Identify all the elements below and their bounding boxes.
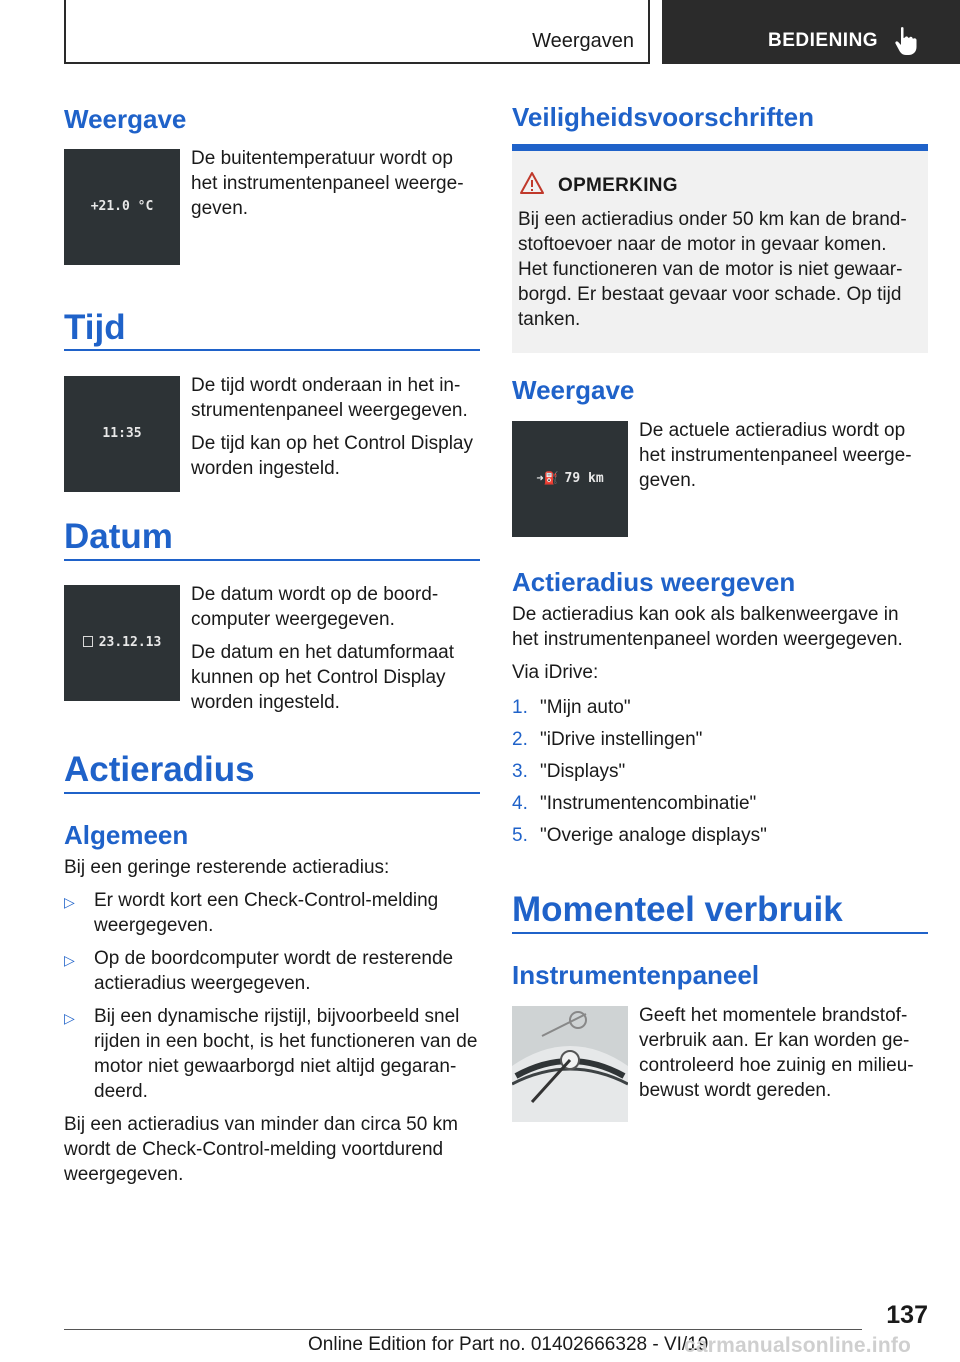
header-chapter-box bbox=[662, 0, 960, 64]
heading-rule bbox=[512, 144, 928, 151]
section-weergave bbox=[64, 104, 480, 135]
list-item: ▷ Bij een dynamische rijstijl, bijvoorbeeld snel rijden in een bocht, is het functioneren van de motor niet gewaarborgd niet altijd gegarandeerd. bbox=[64, 1006, 478, 1102]
list-item: ▷ Er wordt kort een Check-Control-melding weergegeven. bbox=[64, 890, 439, 936]
section-heading: Tijd bbox=[64, 308, 126, 347]
section-weergave-right bbox=[512, 375, 928, 406]
list-item: 4. "Instrumentencombinatie" bbox=[512, 793, 757, 814]
paragraph: De actuele actieradius wordt op het instrumentenpaneel weergegeven. bbox=[639, 420, 912, 491]
display-image-time bbox=[64, 376, 180, 492]
section-text bbox=[639, 418, 929, 493]
display-image-text: 11:35 bbox=[102, 426, 142, 441]
paragraph: De tijd kan op het Control Display worden ingesteld. bbox=[191, 433, 473, 479]
display-image-range bbox=[512, 421, 628, 537]
header-section-title: Weergaven bbox=[532, 30, 634, 52]
date-value: 23.12.13 bbox=[98, 635, 162, 650]
section-text bbox=[191, 582, 481, 715]
section-heading: Momenteel verbruik bbox=[512, 890, 843, 929]
fuel-range-icon: ➜⛽ bbox=[536, 471, 559, 485]
section-text bbox=[191, 373, 481, 481]
header-section-box bbox=[64, 0, 650, 64]
footer-edition: Online Edition for Part no. 01402666328 - VI/19 bbox=[308, 1334, 709, 1355]
subsection-heading: Algemeen bbox=[64, 820, 189, 850]
section-text bbox=[191, 146, 481, 221]
footer-watermark: carmanualsonline.info bbox=[684, 1334, 912, 1357]
paragraph: De actieradius kan ook als balkenweergave in het instrumentenpaneel worden weergegeven. bbox=[512, 604, 903, 650]
numbered-list bbox=[512, 695, 928, 848]
paragraph: De buitentemperatuur wordt op het instrumentenpaneel weergegeven. bbox=[191, 148, 464, 219]
notice-title: OPMERKING bbox=[558, 175, 678, 196]
display-image-date bbox=[64, 585, 180, 701]
paragraph: Bij een actieradius van minder dan circa 50 km wordt de Check-Control-melding voortdurend weergegeven. bbox=[64, 1114, 458, 1185]
list-item: 3. "Displays" bbox=[512, 761, 626, 782]
paragraph: De datum wordt op de boordcomputer weergegeven. bbox=[191, 584, 439, 630]
section-datum bbox=[64, 517, 480, 557]
subsection-algemeen bbox=[64, 820, 480, 1187]
notice-text: Bij een actieradius onder 50 km kan de brandstoftoevoer naar de motor in gevaar komen. Het functioneren van de motor is niet gewaarborgd. Er bestaat gevaar voor schade. Op tijd tanken. bbox=[518, 209, 907, 330]
range-value: 79 km bbox=[564, 471, 604, 486]
list-item: 2. "iDrive instellingen" bbox=[512, 729, 703, 750]
section-tijd bbox=[64, 308, 480, 348]
page-number: 137 bbox=[886, 1301, 928, 1329]
triangle-bullet-icon: ▷ bbox=[64, 952, 75, 968]
section-heading: Weergave bbox=[512, 375, 635, 405]
paragraph: De tijd wordt onderaan in het instrumentenpaneel weergegeven. bbox=[191, 375, 468, 421]
section-veiligheid bbox=[512, 102, 928, 133]
paragraph: De datum en het datumformaat kunnen op het Control Display worden ingesteld. bbox=[191, 642, 454, 713]
triangle-bullet-icon: ▷ bbox=[64, 1010, 75, 1026]
paragraph: Via iDrive: bbox=[512, 662, 599, 683]
consumption-gauge-icon bbox=[512, 1006, 628, 1122]
heading-rule bbox=[512, 932, 928, 934]
pointing-hand-icon bbox=[894, 26, 918, 56]
footer-rule bbox=[64, 1329, 862, 1330]
heading-rule bbox=[64, 559, 480, 561]
section-text bbox=[639, 1003, 929, 1103]
bullet-list bbox=[64, 888, 480, 1104]
section-heading: Datum bbox=[64, 517, 173, 556]
section-heading: Weergave bbox=[64, 104, 187, 134]
section-verbruik bbox=[512, 890, 928, 930]
display-image-text bbox=[512, 471, 628, 486]
section-actieradius-weergeven bbox=[512, 567, 928, 855]
heading-rule bbox=[64, 349, 480, 351]
notice-box bbox=[512, 151, 928, 353]
subsection-instrumentenpaneel bbox=[512, 960, 928, 991]
paragraph: Geeft het momentele brandstofverbruik aan. Er kan worden gecontroleerd hoe zuinig en milieubewust wordt gereden. bbox=[639, 1005, 914, 1101]
section-actieradius bbox=[64, 750, 480, 790]
subsection-heading: Instrumentenpaneel bbox=[512, 960, 760, 990]
display-image-temperature bbox=[64, 149, 180, 265]
display-image-text bbox=[64, 635, 180, 650]
consumption-gauge-image bbox=[512, 1006, 628, 1122]
section-heading: Actieradius weergeven bbox=[512, 567, 796, 597]
header-chapter-title: BEDIENING bbox=[768, 30, 879, 51]
section-heading: Actieradius bbox=[64, 750, 255, 789]
list-item: 1. "Mijn auto" bbox=[512, 697, 631, 718]
list-item: 5. "Overige analoge displays" bbox=[512, 825, 767, 846]
heading-rule bbox=[64, 792, 480, 794]
triangle-bullet-icon: ▷ bbox=[64, 894, 75, 910]
paragraph: Bij een geringe resterende actieradius: bbox=[64, 857, 390, 878]
list-item: ▷ Op de boordcomputer wordt de resterende actieradius weergegeven. bbox=[64, 948, 454, 994]
section-heading: Veiligheidsvoorschriften bbox=[512, 102, 814, 132]
warning-triangle-icon bbox=[520, 171, 544, 195]
display-image-text: +21.0 °C bbox=[90, 199, 154, 214]
calendar-icon bbox=[83, 636, 93, 647]
